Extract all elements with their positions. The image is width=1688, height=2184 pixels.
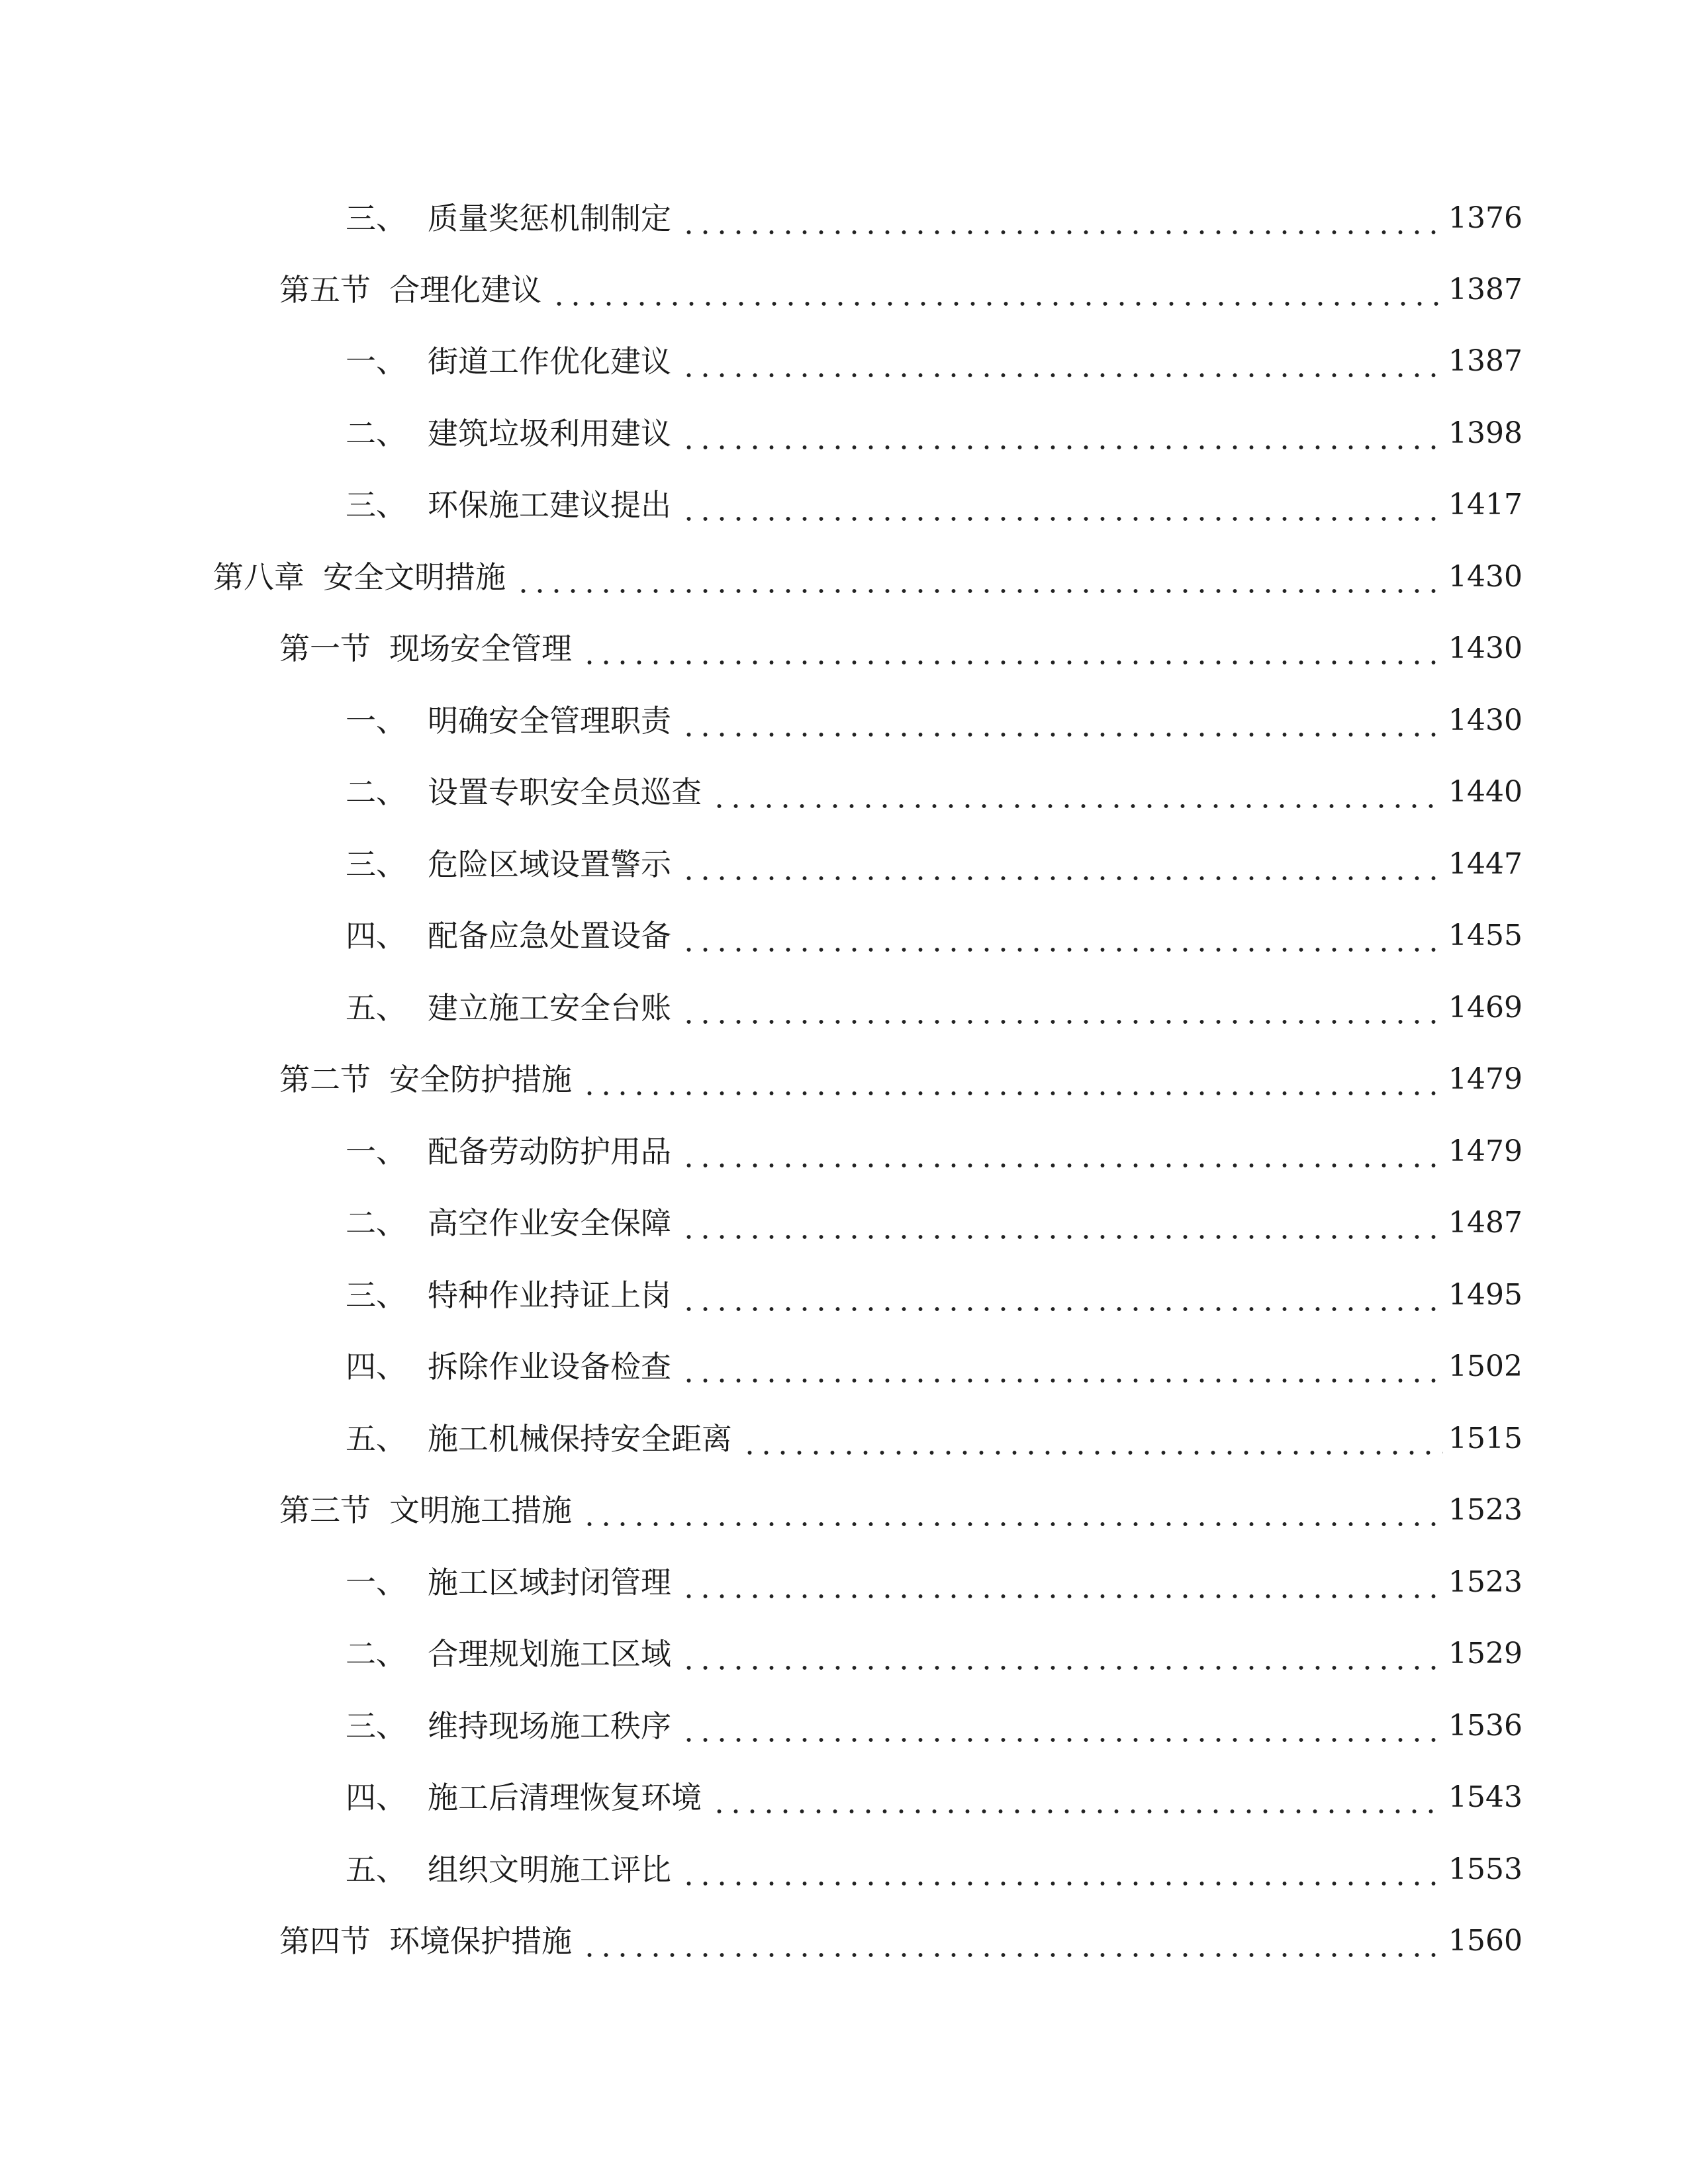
- dot-leader: [711, 1771, 1443, 1824]
- toc-entry-title: 危险区域设置警示: [428, 846, 671, 882]
- toc-entry-title: 设置专职安全员巡查: [428, 774, 702, 810]
- dot-leader: [680, 1556, 1443, 1609]
- dot-leader: [680, 192, 1443, 245]
- toc-entry-page-number: 1543: [1448, 1780, 1523, 1814]
- toc-entry-title: 安全文明措施: [323, 559, 506, 595]
- toc-entry-number: 第五节: [279, 272, 371, 308]
- toc-entry-number: 三、: [346, 487, 406, 523]
- toc-entry-number: 一、: [346, 1134, 406, 1169]
- dot-leader: [680, 1197, 1443, 1250]
- toc-entry-page-number: 1376: [1448, 201, 1523, 235]
- toc-entry[interactable]: [346, 694, 1523, 747]
- toc-entry-title: 建立施工安全台账: [428, 990, 671, 1026]
- toc-entry-page-number: 1398: [1448, 416, 1523, 450]
- toc-entry[interactable]: [346, 909, 1523, 962]
- toc-entry-page-number: 1523: [1448, 1565, 1523, 1599]
- toc-entry-page-number: 1523: [1448, 1493, 1523, 1527]
- toc-entry[interactable]: [346, 981, 1523, 1034]
- toc-entry-page-number: 1430: [1448, 704, 1523, 737]
- dot-leader: [680, 694, 1443, 747]
- dot-leader: [680, 1125, 1443, 1178]
- dot-leader: [680, 1843, 1443, 1896]
- toc-entry-title: 合理化建议: [389, 272, 541, 308]
- toc-entry-title: 明确安全管理职责: [428, 703, 671, 739]
- toc-entry-title: 安全防护措施: [389, 1062, 572, 1097]
- toc-entry-number: 五、: [346, 1421, 406, 1457]
- toc-entry[interactable]: [346, 1556, 1523, 1609]
- toc-entry[interactable]: [346, 1340, 1523, 1393]
- toc-entry[interactable]: [346, 1843, 1523, 1896]
- toc-entry[interactable]: [346, 335, 1523, 388]
- toc-entry-title: 维持现场施工秩序: [428, 1708, 671, 1744]
- toc-entry-title: 拆除作业设备检查: [428, 1349, 671, 1385]
- toc-entry-page-number: 1479: [1448, 1062, 1523, 1096]
- toc-entry-page-number: 1560: [1448, 1924, 1523, 1958]
- dot-leader: [551, 263, 1443, 316]
- toc-entry-page-number: 1430: [1448, 631, 1523, 665]
- toc-entry-number: 五、: [346, 1852, 406, 1888]
- toc-entry-title: 配备劳动防护用品: [428, 1134, 671, 1169]
- toc-entry-number: 第二节: [279, 1062, 371, 1097]
- toc-entry-number: 二、: [346, 416, 406, 451]
- toc-entry-title: 建筑垃圾利用建议: [428, 416, 671, 451]
- toc-entry-page-number: 1417: [1448, 488, 1523, 522]
- toc-entry-title: 施工机械保持安全距离: [428, 1421, 732, 1457]
- dot-leader: [680, 909, 1443, 962]
- toc-entry[interactable]: [279, 1484, 1523, 1537]
- toc-entry-title: 现场安全管理: [389, 631, 572, 666]
- toc-entry-number: 五、: [346, 990, 406, 1026]
- dot-leader: [711, 766, 1443, 819]
- toc-entry-page-number: 1469: [1448, 991, 1523, 1024]
- toc-entry-number: 一、: [346, 1565, 406, 1600]
- dot-leader: [680, 981, 1443, 1034]
- toc-entry-page-number: 1502: [1448, 1349, 1523, 1383]
- toc-entry[interactable]: [279, 1915, 1523, 1968]
- toc-entry[interactable]: [213, 551, 1523, 604]
- toc-entry[interactable]: [346, 1771, 1523, 1824]
- toc-entry-title: 质量奖惩机制制定: [428, 201, 671, 236]
- toc-entry-number: 三、: [346, 846, 406, 882]
- toc-entry[interactable]: [346, 838, 1523, 891]
- toc-entry[interactable]: [346, 1627, 1523, 1680]
- toc-entry-page-number: 1487: [1448, 1206, 1523, 1240]
- toc-entry-page-number: 1536: [1448, 1709, 1523, 1743]
- toc-entry-number: 三、: [346, 1277, 406, 1313]
- toc-entry-title: 高空作业安全保障: [428, 1205, 671, 1241]
- toc-entry-page-number: 1387: [1448, 344, 1523, 378]
- dot-leader: [581, 1915, 1443, 1968]
- toc-entry-number: 四、: [346, 1349, 406, 1385]
- toc-entry-number: 第八章: [213, 559, 305, 595]
- dot-leader: [680, 335, 1443, 388]
- toc-entry-page-number: 1553: [1448, 1852, 1523, 1886]
- toc-entry-title: 施工区域封闭管理: [428, 1565, 671, 1600]
- toc-entry[interactable]: [346, 1197, 1523, 1250]
- dot-leader: [680, 478, 1443, 531]
- toc-entry-page-number: 1455: [1448, 919, 1523, 952]
- dot-leader: [680, 407, 1443, 460]
- dot-leader: [680, 1700, 1443, 1752]
- toc-entry-page-number: 1529: [1448, 1637, 1523, 1670]
- toc-entry-title: 特种作业持证上岗: [428, 1277, 671, 1313]
- toc-entry[interactable]: [279, 1053, 1523, 1106]
- toc-entry-page-number: 1479: [1448, 1134, 1523, 1168]
- toc-entry-title: 组织文明施工评比: [428, 1852, 671, 1888]
- dot-leader: [680, 838, 1443, 891]
- toc-entry-number: 第四节: [279, 1923, 371, 1959]
- toc-entry[interactable]: [279, 263, 1523, 316]
- dot-leader: [680, 1340, 1443, 1393]
- dot-leader: [680, 1269, 1443, 1322]
- toc-entry-page-number: 1515: [1448, 1422, 1523, 1455]
- toc-entry-title: 文明施工措施: [389, 1492, 572, 1528]
- toc-entry-number: 第三节: [279, 1492, 371, 1528]
- toc-entry-page-number: 1495: [1448, 1278, 1523, 1312]
- toc-entry-number: 四、: [346, 918, 406, 954]
- dot-leader: [741, 1412, 1443, 1465]
- toc-entry-page-number: 1430: [1448, 560, 1523, 594]
- toc-entry-title: 施工后清理恢复环境: [428, 1780, 702, 1815]
- toc-entry[interactable]: [346, 1125, 1523, 1178]
- toc-entry[interactable]: [346, 407, 1523, 460]
- toc-entry[interactable]: [346, 1700, 1523, 1752]
- dot-leader: [581, 1484, 1443, 1537]
- toc-entry-number: 二、: [346, 1205, 406, 1241]
- toc-entry-title: 环保施工建议提出: [428, 487, 671, 523]
- toc-entry-page-number: 1447: [1448, 847, 1523, 881]
- toc-entry-number: 四、: [346, 1780, 406, 1815]
- toc-entry[interactable]: [346, 1269, 1523, 1322]
- toc-entry-title: 街道工作优化建议: [428, 343, 671, 379]
- dot-leader: [680, 1627, 1443, 1680]
- toc-entry-page-number: 1440: [1448, 775, 1523, 809]
- toc-entry-title: 配备应急处置设备: [428, 918, 671, 954]
- dot-leader: [581, 622, 1443, 675]
- toc-entry-number: 三、: [346, 201, 406, 236]
- toc-entry-number: 第一节: [279, 631, 371, 666]
- toc-entry-title: 环境保护措施: [389, 1923, 572, 1959]
- toc-entry[interactable]: [346, 766, 1523, 819]
- toc-entry-number: 二、: [346, 1636, 406, 1672]
- toc-entry[interactable]: [346, 478, 1523, 531]
- toc-entry[interactable]: [346, 1412, 1523, 1465]
- toc-entry-number: 二、: [346, 774, 406, 810]
- toc-entry-number: 三、: [346, 1708, 406, 1744]
- toc-entry-number: 一、: [346, 703, 406, 739]
- toc-entry-number: 一、: [346, 343, 406, 379]
- dot-leader: [581, 1053, 1443, 1106]
- dot-leader: [515, 551, 1443, 604]
- toc-entry[interactable]: [279, 622, 1523, 675]
- toc-entry[interactable]: [346, 192, 1523, 245]
- toc-entry-title: 合理规划施工区域: [428, 1636, 671, 1672]
- toc-entry-page-number: 1387: [1448, 273, 1523, 306]
